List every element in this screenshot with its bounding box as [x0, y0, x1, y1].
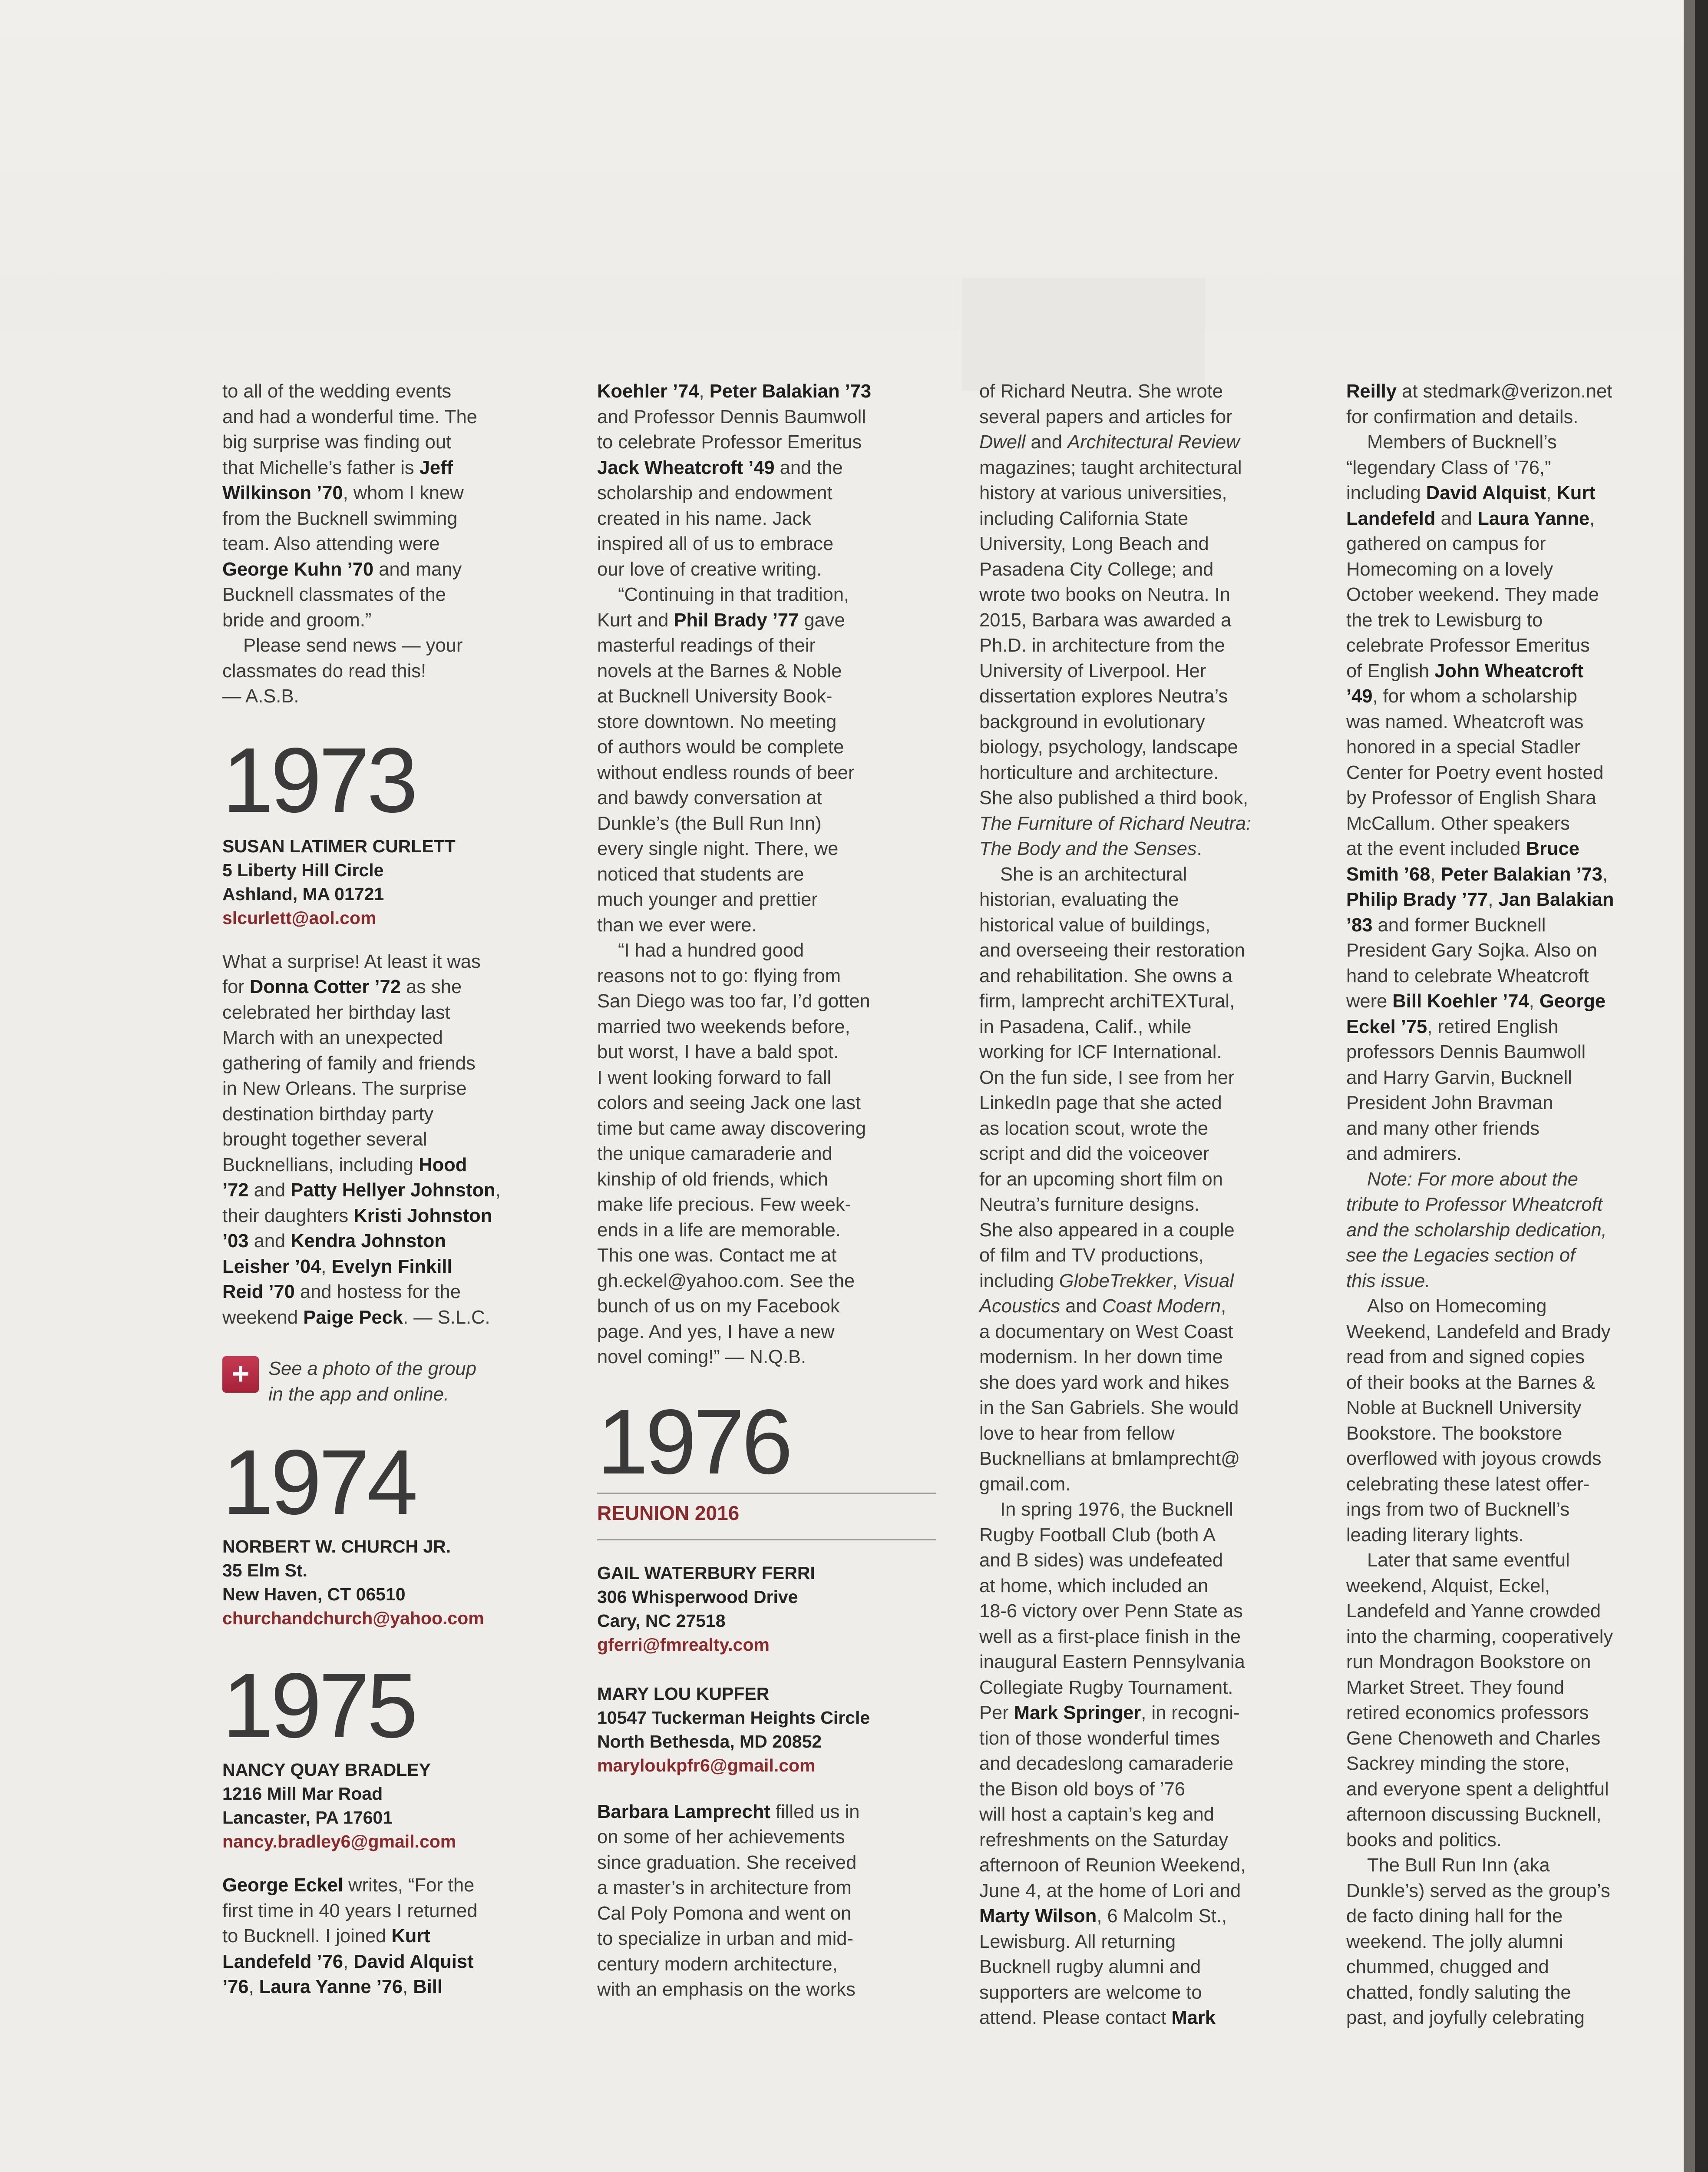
paragraph: George Eckel writes, “For the first time in 40 years I returned to Bucknell. I joined Kurt Landefeld ’76, David Alquist ’76, Laura Yanne ’76, Bill — [222, 1875, 478, 1997]
class-reporter-address: 35 Elm St. New Haven, CT 06510 — [222, 1560, 406, 1604]
paragraph: Also on Homecoming Weekend, Landefeld and Brady read from and signed copies of their books at the Barnes & Noble at Bucknell University Bookstore. The bookstore overflowed with joyous crowds celebrating these latest offer- ings from two of Bucknell’s leading literary lights. — [1346, 1296, 1611, 1546]
class-reporter-name: NANCY QUAY BRADLEY — [222, 1760, 431, 1780]
class-reporter-email[interactable]: nancy.bradley6@gmail.com — [222, 1831, 456, 1851]
class-reporter-email[interactable]: gferri@fmrealty.com — [597, 1634, 770, 1655]
photo-callout[interactable] — [222, 1356, 555, 1407]
paragraph: The Bull Run Inn (aka Dunkle’s) served as the group’s de facto dining hall for the weekend. The jolly alumni chummed, chugged and chatted, fondly saluting the past, and joyfully celebrating — [1346, 1855, 1610, 2028]
class-reporter-email[interactable]: slcurlett@aol.com — [222, 907, 377, 928]
previous-page-bleed — [0, 0, 1708, 330]
class-reporter-address: 10547 Tuckerman Heights Circle North Bethesda, MD 20852 — [597, 1707, 870, 1752]
class-reporter-email[interactable]: maryloukpfr6@gmail.com — [597, 1755, 816, 1775]
reunion-banner: REUNION 2016 — [597, 1493, 936, 1540]
paragraph: Please send news — your classmates do read this! — A.S.B. — [222, 635, 463, 707]
column-1 — [222, 379, 555, 2000]
paragraph: Later that same eventful weekend, Alquist, Eckel, Landefeld and Yanne crowded into the charming, cooperatively run Mondragon Bookstore on Market Street. They found retired economics professors Gene Chenoweth and Charles Sackrey minding the store, and everyone spent a delightful afternoon discussing Bucknell, books and politics. — [1346, 1550, 1613, 1851]
column-4 — [1346, 379, 1702, 2031]
class-year-heading: 1974 — [222, 1430, 415, 1533]
paragraph: of Richard Neutra. She wrote several papers and articles for Dwell and Architectural Review magazines; taught architectural history at various universities, including California State University, Long Beach and Pasadena City College; and wrote two books on Neutra. In 2015, Barbara was awarded a Ph.D. in architecture from the University of Liverpool. Her dissertation explores Neutra’s background in evolutionary biology, psychology, landscape horticulture and architecture. She also published a third book, The Furniture of Richard Neutra: The Body and the Senses. — [979, 381, 1252, 859]
paragraph: She is an architectural historian, evaluating the historical value of buildings, and overseeing their restoration and rehabilitation. She owns a firm, lamprecht archiTEXTural, in Pasadena, Calif., while working for ICF International. On the fun side, I see from her LinkedIn page that she acted as location scout, wrote the script and did the voiceover for an upcoming short film on Neutra’s furniture designs. She also appeared in a couple of film and TV productions, including GlobeTrekker, Visual Acoustics and Coast Modern, a documentary on West Coast modernism. In her down time she does yard work and hikes in the San Gabriels. She would love to hear from fellow Bucknellians at bmlamprecht@ gmail.com. — [979, 864, 1245, 1495]
class-year-heading: 1976 — [597, 1390, 790, 1493]
bleed-photo-shadow — [962, 278, 1205, 391]
class-reporter-name: NORBERT W. CHURCH JR. — [222, 1536, 451, 1556]
class-reporter-address: 306 Whisperwood Drive Cary, NC 27518 — [597, 1586, 798, 1631]
class-reporter-address: 5 Liberty Hill Circle Ashland, MA 01721 — [222, 860, 384, 904]
paragraph: “I had a hundred good reasons not to go: flying from San Diego was too far, I’d gotten married two weekends before, but worst, I have a bald spot. I went looking forward to fall colors and seeing Jack one last time but came away discovering the unique camaraderie and kinship of old friends, which make life precious. Few week- ends in a life are memorable. This one was. Contact me at gh.eckel@yahoo.com. See the bunch of us on my Facebook page. And yes, I have a new novel coming!” — N.Q.B. — [597, 940, 870, 1367]
paragraph: In spring 1976, the Bucknell Rugby Football Club (both A and B sides) was undefeated at home, which included an 18-6 victory over Penn State as well as a first-place finish in the inaugural Eastern Pennsylvania Collegiate Rugby Tournament. Per Mark Springer, in recogni- tion of those wonderful times and decadeslong camaraderie the Bison old boys of ’76 will host a captain’s keg and refreshments on the Saturday afternoon of Reunion Weekend, June 4, at the home of Lori and Marty Wilson, 6 Malcolm St., Lewisburg. All returning Bucknell rugby alumni and supporters are welcome to attend. Please contact Mark — [979, 1499, 1246, 2028]
paragraph: Members of Bucknell’s “legendary Class of ’76,” including David Alquist, Kurt Landefeld and Laura Yanne, gathered on campus for Homecoming on a lovely October weekend. They made the trek to Lewisburg to celebrate Professor Emeritus of English John Wheatcroft ’49, for whom a scholarship was named. Wheatcroft was honored in a special Stadler Center for Poetry event hosted by Professor of English Shara McCallum. Other speakers at the event included Bruce Smith ’68, Peter Balakian ’73, Philip Brady ’77, Jan Balakian ’83 and former Bucknell President Gary Sojka. Also on hand to celebrate Wheatcroft were Bill Koehler ’74, George Eckel ’75, retired English professors Dennis Baumwoll and Harry Garvin, Bucknell President John Bravman and many other friends and admirers. — [1346, 432, 1614, 1164]
class-reporter-email[interactable]: churchandchurch@yahoo.com — [222, 1608, 484, 1628]
photo-note: See a photo of the group in the app and online. — [268, 1358, 476, 1405]
editor-note: Note: For more about the tribute to Professor Wheatcroft and the scholarship dedication, see the Legacies section of this issue. — [1346, 1169, 1607, 1291]
paragraph: Koehler ’74, Peter Balakian ’73 and Professor Dennis Baumwoll to celebrate Professor Emeritus Jack Wheatcroft ’49 and the scholarship and endowment created in his name. Jack inspired all of us to embrace our love of creative writing. — [597, 381, 872, 580]
class-reporter-name: SUSAN LATIMER CURLETT — [222, 836, 456, 856]
paragraph: Barbara Lamprecht filled us in on some of her achievements since graduation. She received a master’s in architecture from Cal Poly Pomona and went on to specialize in urban and mid- century modern architecture, with an emphasis on the works — [597, 1801, 860, 2000]
column-2 — [597, 379, 936, 2003]
paragraph: to all of the wedding events and had a wonderful time. The big surprise was finding out that Michelle’s father is Jeff Wilkinson ’70, whom I knew from the Bucknell swimming team. Also attending were George Kuhn ’70 and many Bucknell classmates of the bride and groom.” — [222, 381, 477, 631]
class-year-heading: 1975 — [222, 1654, 415, 1757]
column-3 — [979, 379, 1322, 2031]
class-reporter-name: GAIL WATERBURY FERRI — [597, 1563, 815, 1583]
paragraph: “Continuing in that tradition, Kurt and Phil Brady ’77 gave masterful readings of their novels at the Barnes & Noble at Bucknell University Book- store downtown. No meeting of authors would be complete without endless rounds of beer and bawdy conversation at Dunkle’s (the Bull Run Inn) every single night. There, we noticed that students are much younger and prettier than we ever were. — [597, 584, 855, 936]
class-reporter-address: 1216 Mill Mar Road Lancaster, PA 17601 — [222, 1784, 393, 1828]
plus-icon[interactable]: + — [222, 1356, 259, 1393]
paragraph: Reilly at stedmark@verizon.net for confirmation and details. — [1346, 381, 1612, 427]
class-year-heading: 1973 — [222, 728, 415, 831]
class-reporter-name: MARY LOU KUPFER — [597, 1683, 770, 1704]
paragraph: What a surprise! At least it was for Donna Cotter ’72 as she celebrated her birthday last March with an unexpected gathering of family and friends in New Orleans. The surprise destination birthday party brought together several Bucknellians, including Hood ’72 and Patty Hellyer Johnston, their daughters Kristi Johnston ’03 and Kendra Johnston Leisher ’04, Evelyn Finkill Reid ’70 and hostess for the weekend Paige Peck. — S.L.C. — [222, 951, 501, 1328]
